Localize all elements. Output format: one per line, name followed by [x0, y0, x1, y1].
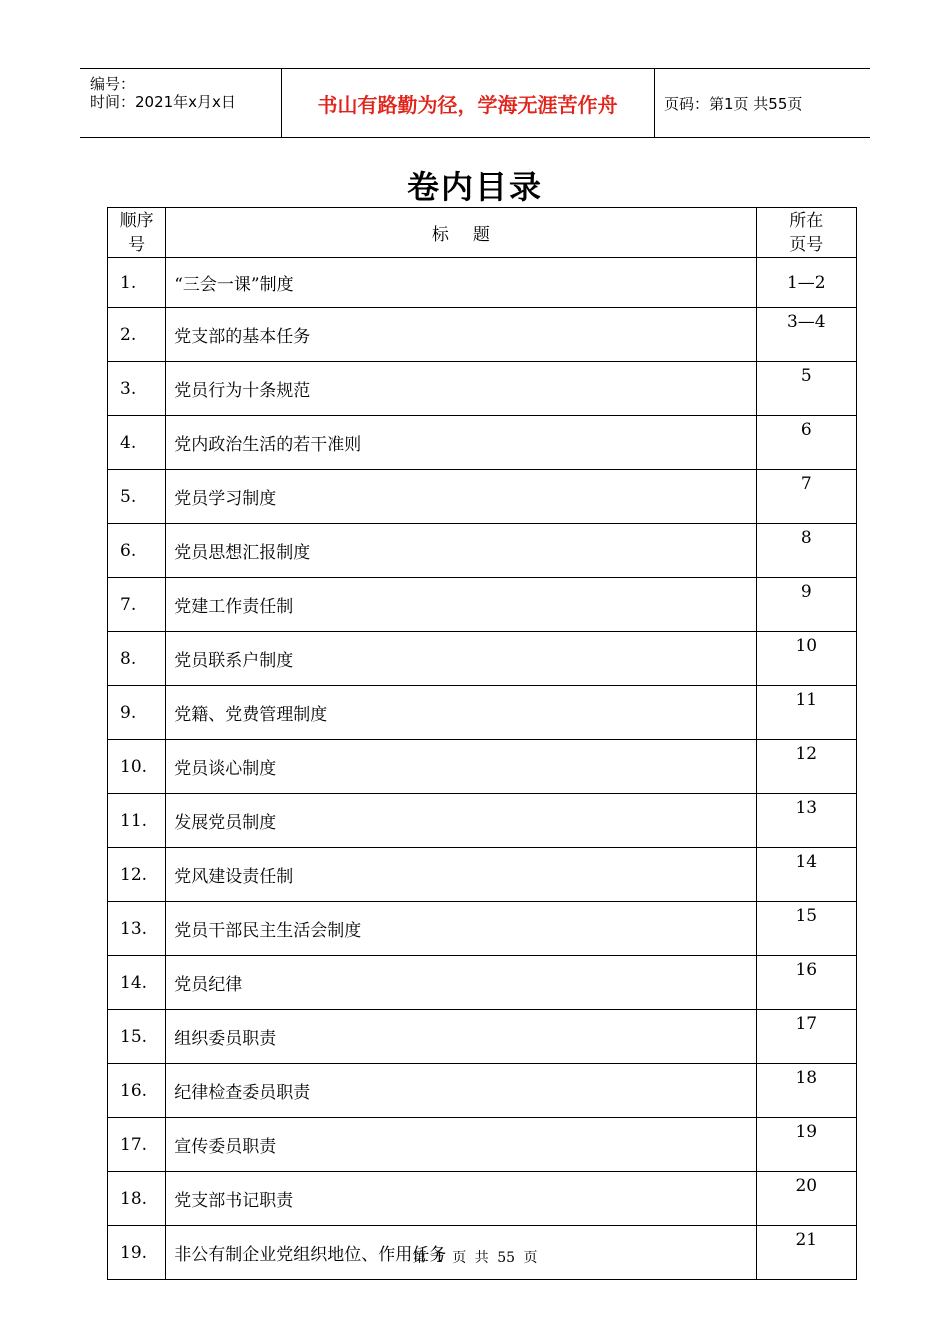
row-page: 7	[756, 470, 856, 524]
table-row	[108, 1064, 857, 1118]
row-number: 18.	[108, 1172, 166, 1226]
page-footer: 第 1 页 共 55 页	[412, 1250, 538, 1266]
row-number: 1.	[108, 258, 166, 308]
row-page: 21	[756, 1226, 856, 1280]
table-row	[108, 524, 857, 578]
toc-table	[107, 207, 857, 1280]
row-number: 12.	[108, 848, 166, 902]
row-number: 8.	[108, 632, 166, 686]
row-title: 党员思想汇报制度	[166, 524, 756, 578]
row-title: 党员学习制度	[166, 470, 756, 524]
row-page: 15	[756, 902, 856, 956]
row-page: 11	[756, 686, 856, 740]
page-title: 卷内目录	[406, 168, 543, 206]
header-page-info: 页码：第1页 共55页	[664, 94, 803, 113]
row-page: 5	[756, 362, 856, 416]
table-row	[108, 1010, 857, 1064]
row-title: 党建工作责任制	[166, 578, 756, 632]
row-title: 党员谈心制度	[166, 740, 756, 794]
row-title: 党员行为十条规范	[166, 362, 756, 416]
row-page: 6	[756, 416, 856, 470]
row-page: 13	[756, 794, 856, 848]
row-title: 宣传委员职责	[166, 1118, 756, 1172]
row-number: 14.	[108, 956, 166, 1010]
table-row	[108, 258, 857, 308]
row-number: 6.	[108, 524, 166, 578]
row-page: 8	[756, 524, 856, 578]
row-page: 19	[756, 1118, 856, 1172]
row-number: 16.	[108, 1064, 166, 1118]
row-number: 7.	[108, 578, 166, 632]
row-title: 纪律检查委员职责	[166, 1064, 756, 1118]
table-row	[108, 416, 857, 470]
col-header-sequence-text: 顺序 号	[119, 210, 154, 255]
row-title: 党内政治生活的若干准则	[166, 416, 756, 470]
document-date: 时间：2021年x月x日	[90, 93, 236, 111]
table-row	[108, 902, 857, 956]
row-number: 11.	[108, 794, 166, 848]
table-row	[108, 1118, 857, 1172]
table-row	[108, 632, 857, 686]
row-title: 非公有制企业党组织地位、作用任务	[166, 1226, 756, 1280]
row-title: 党员联系户制度	[166, 632, 756, 686]
row-number: 3.	[108, 362, 166, 416]
table-row	[108, 308, 857, 362]
row-page: 1—2	[756, 258, 856, 308]
table-row	[108, 848, 857, 902]
row-page: 10	[756, 632, 856, 686]
row-number: 17.	[108, 1118, 166, 1172]
row-title: 党籍、党费管理制度	[166, 686, 756, 740]
table-row	[108, 362, 857, 416]
row-title: 党风建设责任制	[166, 848, 756, 902]
row-page: 16	[756, 956, 856, 1010]
row-number: 19.	[108, 1226, 166, 1280]
row-title: 党员干部民主生活会制度	[166, 902, 756, 956]
row-title: 党员纪律	[166, 956, 756, 1010]
row-number: 10.	[108, 740, 166, 794]
toc-header-row	[108, 208, 857, 258]
table-row	[108, 794, 857, 848]
header-meta	[80, 69, 280, 137]
row-number: 5.	[108, 470, 166, 524]
row-number: 4.	[108, 416, 166, 470]
header-divider	[654, 69, 655, 137]
page-header	[80, 68, 870, 138]
header-motto: 书山有路勤为径，学海无涯苦作舟	[317, 92, 618, 117]
table-row	[108, 578, 857, 632]
row-page: 12	[756, 740, 856, 794]
table-row	[108, 956, 857, 1010]
col-header-title: 标题	[166, 208, 756, 258]
row-page: 18	[756, 1064, 856, 1118]
row-page: 3—4	[756, 308, 856, 362]
row-page: 17	[756, 1010, 856, 1064]
table-row	[108, 1172, 857, 1226]
row-page: 9	[756, 578, 856, 632]
table-row	[108, 740, 857, 794]
row-page: 14	[756, 848, 856, 902]
row-number: 13.	[108, 902, 166, 956]
col-header-page-text: 所在 页号	[789, 210, 824, 255]
row-number: 9.	[108, 686, 166, 740]
row-number: 15.	[108, 1010, 166, 1064]
row-page: 20	[756, 1172, 856, 1226]
document-number-label: 编号：	[90, 75, 136, 93]
table-row	[108, 686, 857, 740]
row-title: 党支部的基本任务	[166, 308, 756, 362]
row-number: 2.	[108, 308, 166, 362]
row-title: 发展党员制度	[166, 794, 756, 848]
row-title: “三会一课”制度	[166, 258, 756, 308]
col-header-page	[756, 208, 856, 258]
table-row	[108, 470, 857, 524]
col-header-sequence	[108, 208, 166, 258]
row-title: 党支部书记职责	[166, 1172, 756, 1226]
row-title: 组织委员职责	[166, 1010, 756, 1064]
